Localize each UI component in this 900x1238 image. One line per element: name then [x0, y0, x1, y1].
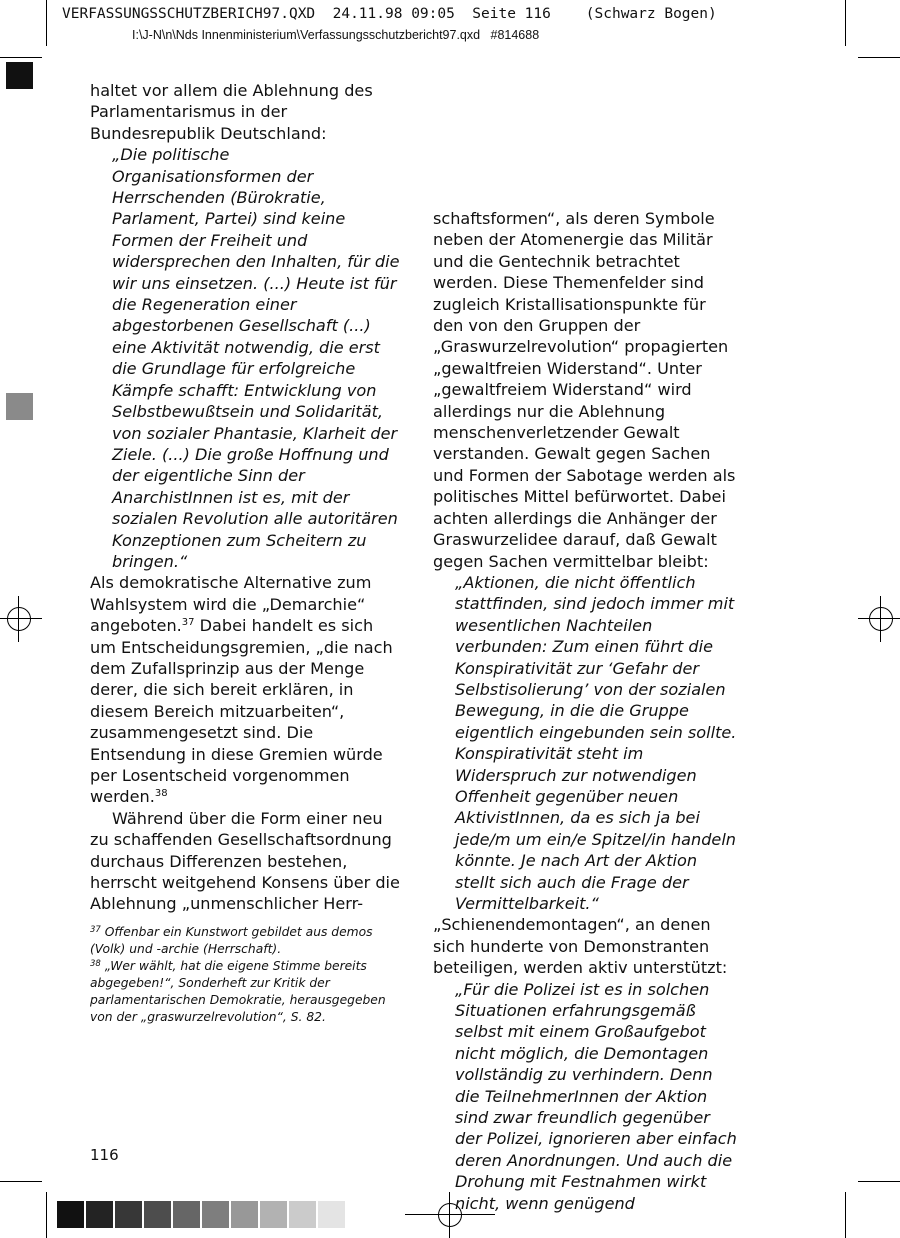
color-swatch-1	[57, 1201, 84, 1228]
color-swatch-5	[173, 1201, 200, 1228]
footnote-37: $^{37}$ Offenbar ein Kunstwort gebildet aus demos (Volk) und -archie (Herrschaft).	[90, 925, 373, 956]
crop-mark-top-right	[845, 0, 846, 46]
paragraph: „Schienendemontagen“, an denen sich hunderte von Demonstranten beteiligen, werden aktiv unterstützt:	[433, 915, 728, 978]
color-control-strip	[57, 1201, 347, 1228]
crop-mark-bottom-right	[845, 1192, 846, 1238]
color-swatch-3	[115, 1201, 142, 1228]
footnote-ref-38: 38	[154, 788, 168, 800]
file-path-line: I:\J-N\n\Nds Innenministerium\Verfassungsschutzbericht97.qxd #814688	[132, 28, 540, 42]
color-swatch-2	[86, 1201, 113, 1228]
crop-mark-top-right-h	[858, 57, 900, 58]
crop-mark-bottom-left	[46, 1192, 47, 1238]
margin-marker-gray	[6, 393, 33, 420]
page-number: 116	[90, 1146, 119, 1164]
color-swatch-8	[260, 1201, 287, 1228]
color-swatch-6	[202, 1201, 229, 1228]
crop-mark-top-left	[46, 0, 47, 46]
color-swatch-4	[144, 1201, 171, 1228]
footnote-ref-37: 37	[181, 617, 195, 629]
color-swatch-7	[231, 1201, 258, 1228]
footnotes	[90, 924, 402, 1025]
paragraph: schaftsformen“, als deren Symbole neben der Atomenergie das Militär und die Gentechnik betrachtet werden. Diese Themenfelder sind zugleich Kristallisationspunkte für den von den Gruppen der „Graswurzelrevolution“ propagierten „gewaltfreien Widerstand“. Unter „gewaltfreiem Widerstand“ wird allerdings nur die Ablehnung menschenverletzender Gewalt verstanden. Gewalt gegen Sachen und Formen der Sabotage werden als politisches Mittel befürwortet. Dabei achten allerdings die Anhänger der Graswurzelidee darauf, daß Gewalt gegen Sachen vermittelbar bleibt:	[433, 209, 736, 571]
block-quote: „Die politische Organisationsformen der Herrschenden (Bürokratie, Parlament, Partei) sind keine Formen der Freiheit und widersprechen den Inhalten, für die wir uns einsetzen. (...) Heute ist für die Regeneration einer abgestorbenen Gesellschaft (...) eine Aktivität notwendig, die erst die Grundlage für erfolgreiche Kämpfe schafft: Entwicklung von Selbstbewußtsein und Solidarität, von sozialer Phantasie, Klarheit der Ziele. (...) Die große Hoffnung und der eigentliche Sinn der AnarchistInnen ist es, mit der sozialen Revolution alle autoritären Konzeptionen zum Scheitern zu bringen.“	[112, 145, 400, 571]
paragraph: haltet vor allem die Ablehnung des Parlamentarismus in der Bundesrepublik Deutschland:	[90, 81, 373, 143]
color-swatch-10	[318, 1201, 345, 1228]
margin-marker-black	[6, 62, 33, 89]
right-column	[433, 208, 741, 1214]
crop-mark-top-left-h	[0, 57, 42, 58]
crop-mark-bottom-left-h	[0, 1181, 42, 1182]
crop-mark-bottom-right-h	[858, 1181, 900, 1182]
left-column	[90, 80, 402, 915]
block-quote: „Aktionen, die nicht öffentlich stattfinden, sind jedoch immer mit wesentlichen Nachteilen verbunden: Zum einen führt die Konspirativität zur ‘Gefahr der Selbstisolierung’ von der sozialen Bewegung, in die die Gruppe eigentlich eingebunden sein sollte. Konspirativität steht im Widerspruch zur notwendigen Offenheit gegenüber neuen AktivistInnen, da es sich ja bei jede/m um ein/e Spitzel/in handeln könnte. Je nach Art der Aktion stellt sich auch die Frage der Vermittelbarkeit.“	[455, 572, 737, 913]
printer-slug-line: VERFASSUNGSSCHUTZBERICH97.QXD 24.11.98 09:05 Seite 116 (Schwarz Bogen)	[62, 6, 717, 22]
block-quote: „Für die Polizei ist es in solchen Situationen erfahrungsgemäß selbst mit einem Großaufgebot nicht möglich, die Demontagen vollständig zu verhindern. Denn die TeilnehmerInnen der Aktion sind zwar freundlich gegenüber der Polizei, ignorieren aber einfach deren Anordnungen. Und auch die Drohung mit Festnahmen wirkt nicht, wenn genügend	[455, 979, 737, 1213]
color-swatch-9	[289, 1201, 316, 1228]
footnote-38: $^{38}$ „Wer wählt, hat die eigene Stimme bereits abgegeben!“, Sonderheft zur Kritik der parlamentarischen Demokratie, herausgegeben von der „graswurzelrevolution“, S. 82.	[90, 958, 386, 1024]
paragraph: Während über die Form einer neu zu schaffenden Gesellschaftsordnung durchaus Differenzen bestehen, herrscht weitgehend Konsens über die Ablehnung „unmenschlicher Herr-	[90, 808, 400, 914]
paragraph: Als demokratische Alternative zum Wahlsystem wird die „Demarchie“ angeboten.$^{37}$ Dabei handelt es sich um Entscheidungsgremien, „die nach dem Zufallsprinzip aus der Menge derer, die sich bereit erklären, in diesem Bereich mitzuarbeiten“, zusammengesetzt sind. Die Entsendung in diese Gremien würde per Losentscheid vorgenommen werden.$^{38}$	[90, 573, 393, 807]
